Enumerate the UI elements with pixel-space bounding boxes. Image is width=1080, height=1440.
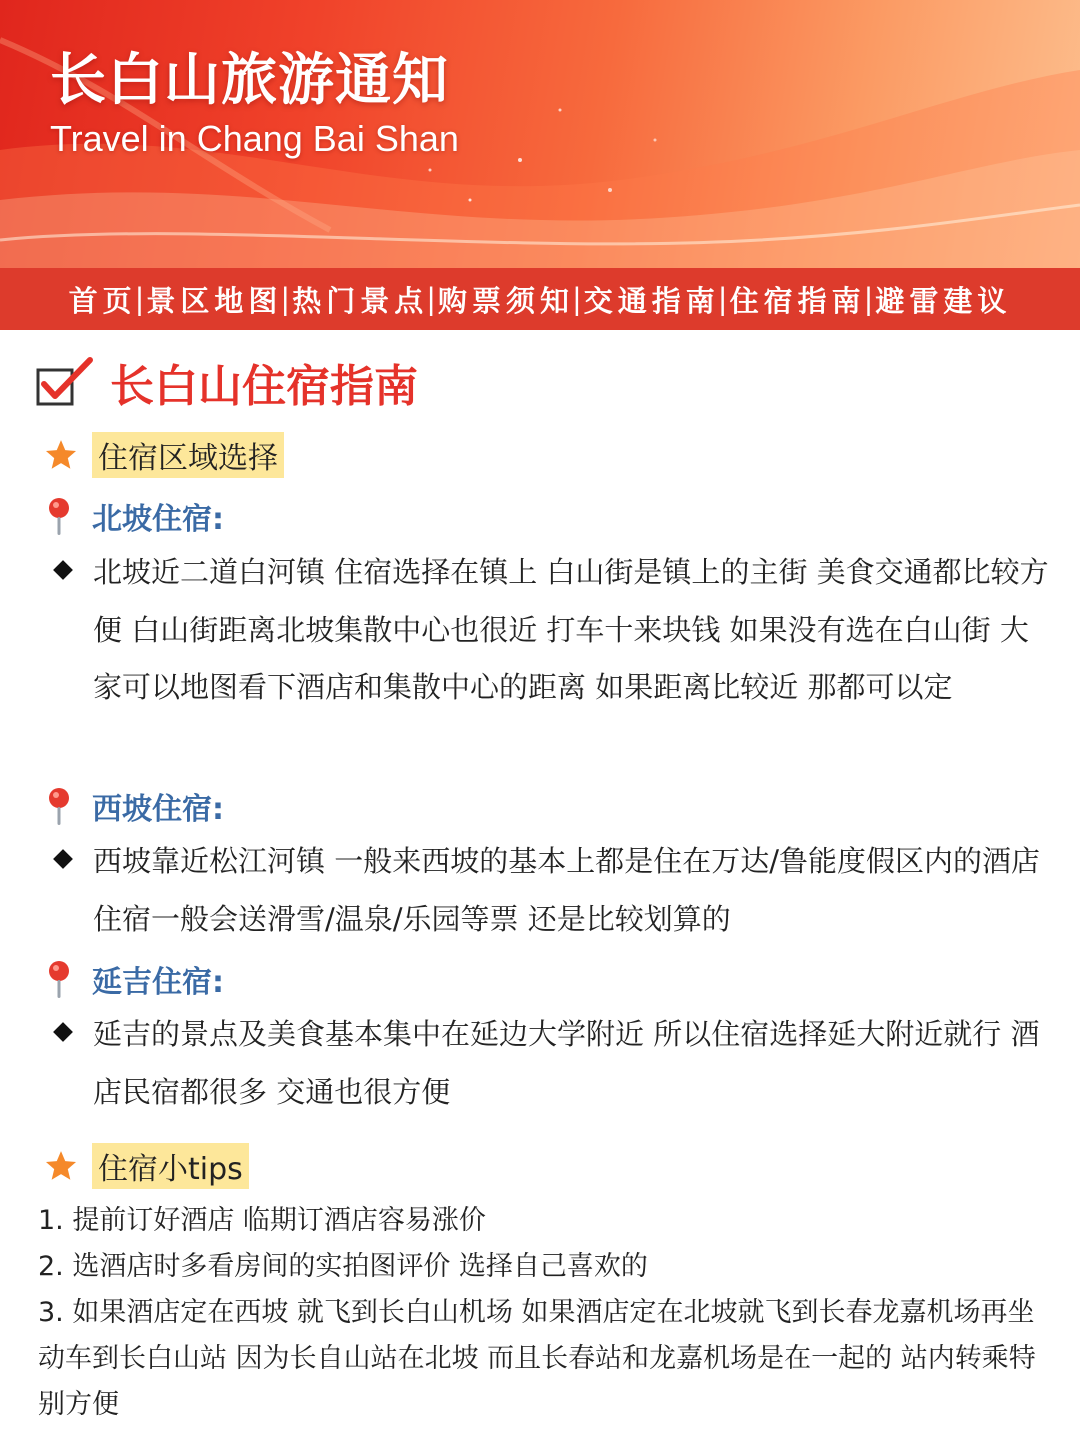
section-heading (36, 350, 418, 414)
section-title: 长白山住宿指南 (110, 361, 418, 412)
nav-separator: | (134, 282, 145, 316)
area-text-west: 西坡靠近松江河镇 一般来西坡的基本上都是住在万达/鲁能度假区内的酒店 住宿一般会送滑雪/温泉/乐园等票 还是比较划算的 (93, 844, 1040, 936)
area-text-yanji: 延吉的景点及美食基本集中在延边大学附近 所以住宿选择延大附近就行 酒店民宿都很多 交通也很方便 (93, 1017, 1040, 1109)
nav-item-warnings[interactable]: 避雷建议 (875, 283, 1012, 318)
map-pin-icon (44, 786, 74, 826)
nav-item-tickets[interactable]: 购票须知 (437, 283, 574, 318)
nav-item-attractions[interactable]: 热门景点 (292, 283, 429, 318)
top-nav (0, 268, 1080, 330)
nav-item-lodging[interactable]: 住宿指南 (729, 283, 866, 318)
area-heading: 住宿区域选择 (92, 432, 284, 478)
area-title-yanji: 延吉住宿: (92, 965, 224, 1000)
nav-item-map[interactable]: 景区地图 (146, 283, 283, 318)
nav-separator: | (863, 282, 874, 316)
nav-separator: | (572, 282, 582, 316)
tip-item: 2. 选酒店时多看房间的实拍图评价 选择自己喜欢的 (38, 1251, 648, 1282)
banner-title: 长白山旅游通知 (50, 48, 449, 113)
tips-heading: 住宿小tips (92, 1143, 249, 1189)
header-banner (0, 0, 1080, 268)
diamond-bullet-icon (53, 1022, 73, 1042)
nav-separator: | (426, 282, 436, 316)
tips-list (38, 1198, 1048, 1428)
area-title-row (44, 957, 224, 1001)
tips-heading-row (44, 1143, 249, 1189)
map-pin-icon (44, 496, 74, 536)
area-text-north: 北坡近二道白河镇 住宿选择在镇上 白山街是镇上的主街 美食交通都比较方便 白山街距离北坡集散中心也很近 打车十来块钱 如果没有选在白山街 大家可以地图看下酒店和集散中心的距离 如果距离比较近 那都可以定 (93, 555, 1049, 704)
area-heading-row (44, 432, 284, 478)
star-icon (44, 1149, 78, 1183)
check-box-icon (36, 356, 94, 408)
area-title-row (44, 784, 224, 828)
area-title-row (44, 494, 224, 538)
nav-item-home[interactable]: 首页 (68, 283, 137, 318)
diamond-bullet-icon (53, 560, 73, 580)
star-icon (44, 438, 78, 472)
area-title-west: 西坡住宿: (92, 792, 224, 827)
nav-separator: | (280, 282, 291, 316)
nav-separator: | (717, 282, 728, 316)
list-item (50, 544, 1050, 717)
map-pin-icon (44, 959, 74, 999)
diamond-bullet-icon (53, 849, 73, 869)
tip-item: 3. 如果酒店定在西坡 就飞到长白山机场 如果酒店定在北坡就飞到长春龙嘉机场再坐动车到长白山站 因为长自山站在北坡 而且长春站和龙嘉机场是在一起的 站内转乘特别方便 (38, 1297, 1036, 1420)
area-title-north: 北坡住宿: (92, 502, 224, 537)
banner-subtitle: Travel in Chang Bai Shan (50, 118, 459, 159)
tip-item: 1. 提前订好酒店 临期订酒店容易涨价 (38, 1205, 486, 1236)
list-item (50, 1006, 1050, 1121)
nav-item-transport[interactable]: 交通指南 (583, 283, 720, 318)
list-item (50, 833, 1050, 948)
